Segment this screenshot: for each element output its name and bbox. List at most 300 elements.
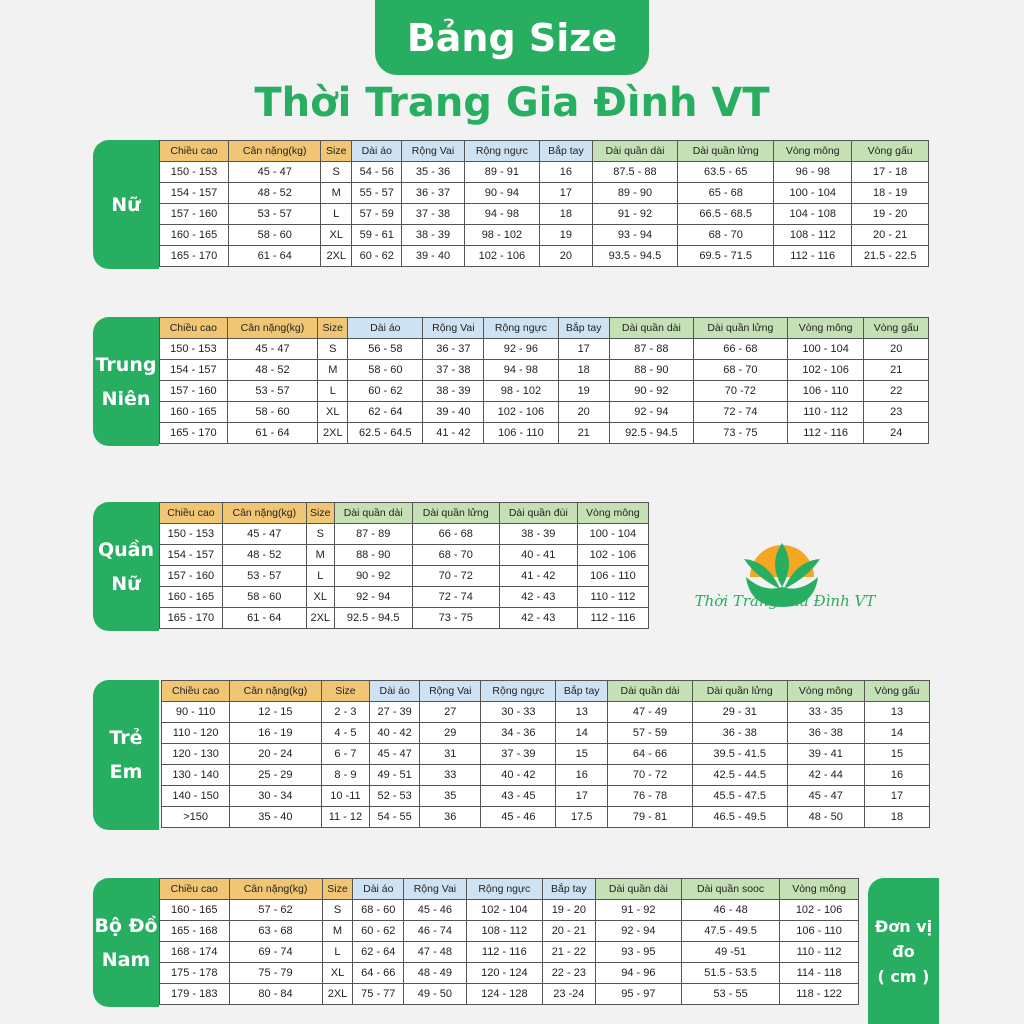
table-cell: 19 - 20 [852, 204, 929, 225]
table-cell: 58 - 60 [227, 402, 318, 423]
table-cell: 29 - 31 [692, 702, 787, 723]
table-header-row [160, 318, 929, 339]
table-cell: 45.5 - 47.5 [692, 786, 787, 807]
table-cell: 114 - 118 [780, 963, 859, 984]
column-header: Size [322, 879, 353, 900]
table-cell: 36 - 37 [423, 339, 484, 360]
table-cell: 94 - 98 [484, 360, 558, 381]
table-cell: 47 - 48 [404, 942, 467, 963]
table-cell: 157 - 160 [160, 204, 229, 225]
table-header-row [160, 503, 649, 524]
table-cell: 27 [420, 702, 481, 723]
table-cell: 96 - 98 [774, 162, 852, 183]
table-cell: 12 - 15 [230, 702, 321, 723]
column-header: Rộng ngực [481, 681, 556, 702]
table-cell: 16 - 19 [230, 723, 321, 744]
table-cell: 73 - 75 [412, 608, 499, 629]
table-cell: 90 - 92 [609, 381, 693, 402]
table-cell: 150 - 153 [160, 162, 229, 183]
table-cell: 150 - 153 [160, 339, 228, 360]
column-header: Chiều cao [160, 503, 223, 524]
table-cell: 90 - 94 [464, 183, 540, 204]
table-cell: 4 - 5 [321, 723, 370, 744]
table-cell: 57 - 62 [229, 900, 322, 921]
column-header: Vòng mông [577, 503, 648, 524]
table-cell: 100 - 104 [774, 183, 852, 204]
column-header: Bắp tay [558, 318, 609, 339]
column-header: Dài quần lửng [412, 503, 499, 524]
table-cell: 14 [556, 723, 608, 744]
table-cell: 18 - 19 [852, 183, 929, 204]
table-cell: XL [306, 587, 334, 608]
table-row [160, 524, 649, 545]
table-cell: 35 - 40 [230, 807, 321, 828]
table-cell: 13 [556, 702, 608, 723]
section-label-trung-nien: Trung Niên [93, 317, 159, 446]
table-cell: 58 - 60 [222, 587, 306, 608]
column-header: Dài quần dài [334, 503, 412, 524]
section-label-quan-nu: Quần Nữ [93, 502, 159, 631]
table-cell: M [322, 921, 353, 942]
table-cell: 30 - 34 [230, 786, 321, 807]
table-row [162, 702, 930, 723]
table-cell: 130 - 140 [162, 765, 230, 786]
table-cell: 45 - 46 [481, 807, 556, 828]
table-cell: 160 - 165 [160, 402, 228, 423]
table-cell: 41 - 42 [423, 423, 484, 444]
table-cell: 61 - 64 [227, 423, 318, 444]
table-cell: 19 [558, 381, 609, 402]
table-cell: 20 - 21 [542, 921, 595, 942]
table-cell: 150 - 153 [160, 524, 223, 545]
table-cell: 106 - 110 [787, 381, 864, 402]
table-cell: 168 - 174 [160, 942, 230, 963]
size-table-quan-nu [159, 502, 649, 629]
table-cell: 49 - 51 [370, 765, 420, 786]
column-header: Vòng gấu [852, 141, 929, 162]
table-cell: 106 - 110 [484, 423, 558, 444]
table-cell: 15 [556, 744, 608, 765]
table-cell: 33 - 35 [787, 702, 864, 723]
column-header: Cân nặng(kg) [222, 503, 306, 524]
table-cell: 93 - 94 [592, 225, 678, 246]
table-row [160, 339, 929, 360]
table-cell: 37 - 39 [481, 744, 556, 765]
table-cell: 45 - 46 [404, 900, 467, 921]
table-cell: 21 [864, 360, 929, 381]
table-cell: 42 - 43 [499, 608, 577, 629]
table-cell: 68 - 70 [412, 545, 499, 566]
column-header: Dài áo [348, 318, 423, 339]
table-cell: 92.5 - 94.5 [334, 608, 412, 629]
table-cell: 91 - 92 [592, 204, 678, 225]
table-cell: 38 - 39 [499, 524, 577, 545]
table-cell: M [306, 545, 334, 566]
table-cell: 80 - 84 [229, 984, 322, 1005]
table-cell: 102 - 104 [466, 900, 542, 921]
table-cell: 110 - 112 [577, 587, 648, 608]
table-cell: 33 [420, 765, 481, 786]
table-cell: 72 - 74 [693, 402, 787, 423]
column-header: Dài áo [353, 879, 404, 900]
table-cell: 57 - 59 [608, 723, 693, 744]
column-header: Bắp tay [542, 879, 595, 900]
table-cell: 23 -24 [542, 984, 595, 1005]
table-cell: S [322, 900, 353, 921]
table-cell: 106 - 110 [577, 566, 648, 587]
table-cell: 73 - 75 [693, 423, 787, 444]
column-header: Vòng mông [787, 318, 864, 339]
column-header: Rộng Vai [402, 141, 464, 162]
table-cell: 37 - 38 [402, 204, 464, 225]
column-header: Bắp tay [540, 141, 592, 162]
table-cell: 22 [864, 381, 929, 402]
table-cell: 38 - 39 [423, 381, 484, 402]
table-cell: 39 - 41 [787, 744, 864, 765]
table-row [162, 744, 930, 765]
table-cell: 75 - 79 [229, 963, 322, 984]
table-cell: 49 - 50 [404, 984, 467, 1005]
table-cell: 40 - 42 [481, 765, 556, 786]
table-cell: 57 - 59 [352, 204, 402, 225]
table-cell: 63 - 68 [229, 921, 322, 942]
table-cell: 72 - 74 [412, 587, 499, 608]
table-cell: 154 - 157 [160, 545, 223, 566]
table-cell: 63.5 - 65 [678, 162, 774, 183]
column-header: Vòng mông [780, 879, 859, 900]
column-header: Rộng ngực [464, 141, 540, 162]
table-cell: 2XL [321, 246, 352, 267]
table-cell: 34 - 36 [481, 723, 556, 744]
table-cell: 92.5 - 94.5 [609, 423, 693, 444]
table-cell: M [321, 183, 352, 204]
size-table-nu [159, 140, 929, 267]
table-cell: 102 - 106 [484, 402, 558, 423]
column-header: Rộng ngực [466, 879, 542, 900]
table-cell: 104 - 108 [774, 204, 852, 225]
title-banner [375, 0, 649, 75]
column-header: Dài quần lửng [693, 318, 787, 339]
column-header: Chiều cao [162, 681, 230, 702]
table-cell: 102 - 106 [464, 246, 540, 267]
table-cell: 64 - 66 [608, 744, 693, 765]
table-cell: 19 [540, 225, 592, 246]
table-row [160, 545, 649, 566]
table-cell: 23 [864, 402, 929, 423]
table-cell: 54 - 56 [352, 162, 402, 183]
column-header: Cân nặng(kg) [230, 681, 321, 702]
table-row [160, 984, 859, 1005]
table-cell: S [306, 524, 334, 545]
column-header: Vòng mông [774, 141, 852, 162]
table-cell: 37 - 38 [423, 360, 484, 381]
table-row [160, 183, 929, 204]
table-cell: 140 - 150 [162, 786, 230, 807]
table-cell: 36 - 38 [692, 723, 787, 744]
table-cell: XL [322, 963, 353, 984]
table-cell: 13 [864, 702, 929, 723]
table-cell: 45 - 47 [227, 339, 318, 360]
column-header: Dài quần sooc [682, 879, 780, 900]
table-cell: 53 - 57 [222, 566, 306, 587]
table-cell: 38 - 39 [402, 225, 464, 246]
table-cell: L [322, 942, 353, 963]
column-header: Dài quần dài [595, 879, 681, 900]
table-cell: 2XL [318, 423, 348, 444]
table-cell: S [321, 162, 352, 183]
table-cell: 17 [558, 339, 609, 360]
table-cell: L [306, 566, 334, 587]
table-cell: XL [318, 402, 348, 423]
table-cell: 39.5 - 41.5 [692, 744, 787, 765]
table-cell: 98 - 102 [464, 225, 540, 246]
table-cell: 69.5 - 71.5 [678, 246, 774, 267]
column-header: Size [321, 141, 352, 162]
table-cell: 52 - 53 [370, 786, 420, 807]
table-cell: 54 - 55 [370, 807, 420, 828]
table-cell: 60 - 62 [348, 381, 423, 402]
column-header: Dài quần dài [608, 681, 693, 702]
table-cell: 62.5 - 64.5 [348, 423, 423, 444]
table-cell: L [318, 381, 348, 402]
table-cell: 35 - 36 [402, 162, 464, 183]
column-header: Rộng Vai [420, 681, 481, 702]
table-cell: 16 [540, 162, 592, 183]
table-cell: 160 - 165 [160, 900, 230, 921]
table-cell: 120 - 130 [162, 744, 230, 765]
table-cell: 157 - 160 [160, 381, 228, 402]
table-cell: 2XL [322, 984, 353, 1005]
table-cell: 19 - 20 [542, 900, 595, 921]
table-row [160, 246, 929, 267]
section-label-nu: Nữ [93, 140, 159, 269]
table-cell: 40 - 41 [499, 545, 577, 566]
table-cell: 20 - 24 [230, 744, 321, 765]
table-cell: 22 - 23 [542, 963, 595, 984]
table-cell: 61 - 64 [229, 246, 321, 267]
table-cell: 60 - 62 [353, 921, 404, 942]
table-cell: 36 - 37 [402, 183, 464, 204]
table-cell: 68 - 70 [693, 360, 787, 381]
table-cell: 45 - 47 [787, 786, 864, 807]
table-cell: 21.5 - 22.5 [852, 246, 929, 267]
table-cell: 41 - 42 [499, 566, 577, 587]
table-cell: 94 - 96 [595, 963, 681, 984]
table-cell: 21 - 22 [542, 942, 595, 963]
size-table-bo-do-nam [159, 878, 859, 1005]
table-cell: 89 - 91 [464, 162, 540, 183]
table-cell: 53 - 57 [227, 381, 318, 402]
column-header: Dài áo [370, 681, 420, 702]
table-cell: 42 - 44 [787, 765, 864, 786]
table-cell: 20 [540, 246, 592, 267]
column-header: Rộng Vai [423, 318, 484, 339]
table-cell: 45 - 47 [370, 744, 420, 765]
table-cell: 39 - 40 [402, 246, 464, 267]
table-cell: 88 - 90 [609, 360, 693, 381]
column-header: Dài quần dài [609, 318, 693, 339]
table-cell: 92 - 94 [609, 402, 693, 423]
table-cell: 66 - 68 [412, 524, 499, 545]
table-cell: 27 - 39 [370, 702, 420, 723]
table-cell: 92 - 94 [334, 587, 412, 608]
table-cell: M [318, 360, 348, 381]
table-cell: 165 - 170 [160, 246, 229, 267]
table-cell: 17 [864, 786, 929, 807]
table-cell: 179 - 183 [160, 984, 230, 1005]
table-cell: 48 - 49 [404, 963, 467, 984]
table-cell: 18 [864, 807, 929, 828]
table-cell: 112 - 116 [774, 246, 852, 267]
table-cell: 91 - 92 [595, 900, 681, 921]
column-header: Vòng gấu [864, 318, 929, 339]
table-cell: 42.5 - 44.5 [692, 765, 787, 786]
table-cell: 17.5 [556, 807, 608, 828]
table-cell: 47.5 - 49.5 [682, 921, 780, 942]
table-cell: 112 - 116 [466, 942, 542, 963]
table-cell: 45 - 47 [229, 162, 321, 183]
table-cell: 20 - 21 [852, 225, 929, 246]
table-cell: 59 - 61 [352, 225, 402, 246]
column-header: Bắp tay [556, 681, 608, 702]
table-cell: 95 - 97 [595, 984, 681, 1005]
table-cell: 47 - 49 [608, 702, 693, 723]
table-row [160, 963, 859, 984]
table-cell: 154 - 157 [160, 360, 228, 381]
table-cell: >150 [162, 807, 230, 828]
table-cell: 106 - 110 [780, 921, 859, 942]
table-cell: 51.5 - 53.5 [682, 963, 780, 984]
table-cell: 110 - 120 [162, 723, 230, 744]
table-cell: 160 - 165 [160, 225, 229, 246]
section-label-tre-em: Trẻ Em [93, 680, 159, 830]
table-cell: 108 - 112 [466, 921, 542, 942]
table-cell: 87.5 - 88 [592, 162, 678, 183]
table-cell: 20 [558, 402, 609, 423]
table-cell: 46 - 74 [404, 921, 467, 942]
table-cell: 53 - 57 [229, 204, 321, 225]
table-cell: 98 - 102 [484, 381, 558, 402]
table-cell: 42 - 43 [499, 587, 577, 608]
table-cell: 68 - 70 [678, 225, 774, 246]
column-header: Chiều cao [160, 318, 228, 339]
table-row [160, 204, 929, 225]
table-row [160, 566, 649, 587]
table-cell: 29 [420, 723, 481, 744]
table-cell: 49 -51 [682, 942, 780, 963]
table-cell: 175 - 178 [160, 963, 230, 984]
table-cell: 157 - 160 [160, 566, 223, 587]
table-cell: 24 [864, 423, 929, 444]
table-cell: 48 - 52 [227, 360, 318, 381]
table-row [160, 360, 929, 381]
table-cell: 2XL [306, 608, 334, 629]
table-cell: 16 [864, 765, 929, 786]
table-cell: 17 [556, 786, 608, 807]
table-cell: 68 - 60 [353, 900, 404, 921]
table-cell: 92 - 96 [484, 339, 558, 360]
table-cell: 108 - 112 [774, 225, 852, 246]
table-cell: 39 - 40 [423, 402, 484, 423]
table-cell: 45 - 47 [222, 524, 306, 545]
table-cell: 65 - 68 [678, 183, 774, 204]
table-cell: 25 - 29 [230, 765, 321, 786]
table-cell: 58 - 60 [348, 360, 423, 381]
table-cell: 31 [420, 744, 481, 765]
table-cell: 92 - 94 [595, 921, 681, 942]
table-cell: L [321, 204, 352, 225]
table-row [162, 723, 930, 744]
column-header: Dài quần đùi [499, 503, 577, 524]
logo-text: Thời Trang Gia Đình VT [694, 592, 876, 610]
table-row [162, 765, 930, 786]
table-cell: S [318, 339, 348, 360]
table-row [160, 942, 859, 963]
table-cell: 165 - 170 [160, 608, 223, 629]
table-cell: 88 - 90 [334, 545, 412, 566]
table-cell: 48 - 52 [229, 183, 321, 204]
table-row [160, 900, 859, 921]
column-header: Rộng Vai [404, 879, 467, 900]
table-cell: 90 - 92 [334, 566, 412, 587]
table-row [160, 921, 859, 942]
table-cell: 53 - 55 [682, 984, 780, 1005]
table-cell: 21 [558, 423, 609, 444]
table-cell: 75 - 77 [353, 984, 404, 1005]
table-row [160, 402, 929, 423]
table-cell: 6 - 7 [321, 744, 370, 765]
table-cell: 93 - 95 [595, 942, 681, 963]
table-cell: 100 - 104 [577, 524, 648, 545]
column-header: Chiều cao [160, 879, 230, 900]
unit-label: Đơn vị đo ( cm ) [868, 878, 939, 1024]
table-cell: 43 - 45 [481, 786, 556, 807]
table-cell: 112 - 116 [577, 608, 648, 629]
table-cell: 69 - 74 [229, 942, 322, 963]
table-row [160, 587, 649, 608]
size-table-trung-nien [159, 317, 929, 444]
table-cell: 112 - 116 [787, 423, 864, 444]
table-cell: 18 [540, 204, 592, 225]
column-header: Dài quần lửng [692, 681, 787, 702]
table-row [162, 807, 930, 828]
table-cell: 2 - 3 [321, 702, 370, 723]
table-header-row [160, 141, 929, 162]
table-cell: 165 - 168 [160, 921, 230, 942]
table-cell: 15 [864, 744, 929, 765]
table-cell: 66.5 - 68.5 [678, 204, 774, 225]
column-header: Dài áo [352, 141, 402, 162]
table-cell: 94 - 98 [464, 204, 540, 225]
table-row [160, 381, 929, 402]
table-cell: 46 - 48 [682, 900, 780, 921]
table-cell: 70 -72 [693, 381, 787, 402]
table-cell: 76 - 78 [608, 786, 693, 807]
table-cell: 87 - 89 [334, 524, 412, 545]
table-cell: 102 - 106 [780, 900, 859, 921]
table-cell: 55 - 57 [352, 183, 402, 204]
page-subtitle: Thời Trang Gia Đình VT [254, 80, 770, 126]
table-cell: 62 - 64 [353, 942, 404, 963]
table-cell: 46.5 - 49.5 [692, 807, 787, 828]
table-cell: 36 [420, 807, 481, 828]
column-header: Size [306, 503, 334, 524]
table-cell: 93.5 - 94.5 [592, 246, 678, 267]
table-cell: 30 - 33 [481, 702, 556, 723]
column-header: Vòng gấu [864, 681, 929, 702]
column-header: Dài quần lửng [678, 141, 774, 162]
table-cell: 120 - 124 [466, 963, 542, 984]
